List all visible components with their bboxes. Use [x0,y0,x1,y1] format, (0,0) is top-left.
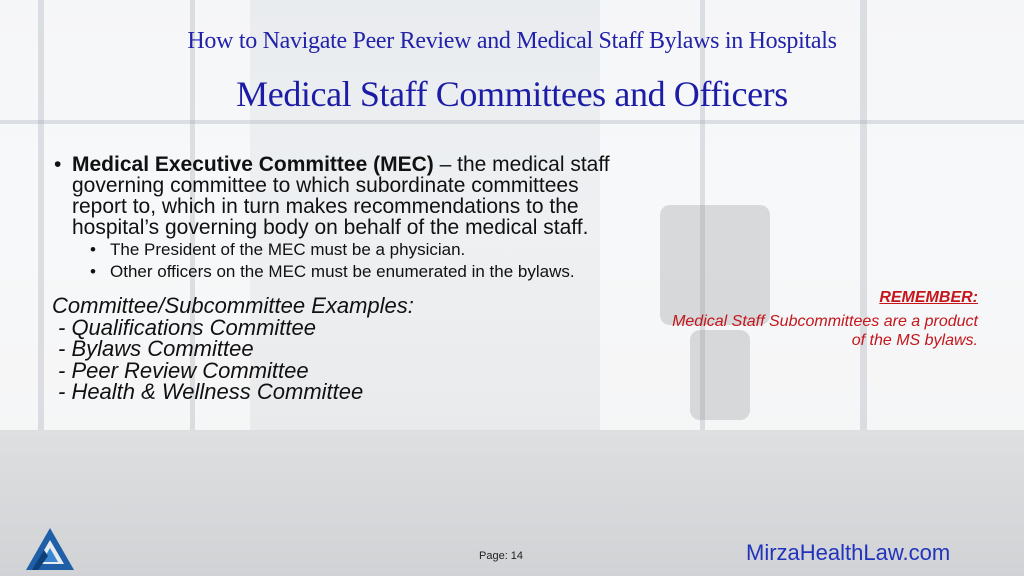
slide-title: How to Navigate Peer Review and Medical Staff Bylaws in Hospitals [187,28,837,54]
bullet-dot-icon: • [54,153,62,176]
sub-bullet-list [52,241,622,281]
bullet-text: – the medical staff governing committee to which subordinate committees report to, which in turn makes recommendations to the hospital’s governing body on behalf of the medical staff. [72,153,610,239]
example-item: - Peer Review Committee [58,357,309,383]
page-number: Page: 14 [479,550,524,562]
remember-callout [658,288,978,350]
triangle-logo-icon [24,526,76,572]
content-area [52,154,622,403]
sub-bullet-text: Other officers on the MEC must be enumerated in the bylaws. [110,262,575,281]
remember-heading: REMEMBER: [879,289,978,306]
bullet-term: Medical Executive Committee (MEC) [72,153,434,176]
example-item: - Qualifications Committee [58,314,316,340]
bullet-mec [52,154,622,238]
remember-text: Medical Staff Subcommittees are a product of the MS bylaws. [672,313,978,349]
example-item: - Bylaws Committee [58,336,254,361]
example-item: - Health & Wellness Committee [58,379,364,404]
sub-bullet-item [90,241,622,259]
bullet-dot-icon: • [90,262,96,281]
examples-block [52,295,622,403]
sub-bullet-item [90,263,622,281]
examples-heading: Committee/Subcommittee Examples: [52,293,414,318]
slide-subtitle: Medical Staff Committees and Officers [236,74,788,114]
sub-bullet-text: The President of the MEC must be a physician. [110,240,466,259]
website-link[interactable]: MirzaHealthLaw.com [746,540,951,565]
bullet-dot-icon: • [90,240,96,259]
